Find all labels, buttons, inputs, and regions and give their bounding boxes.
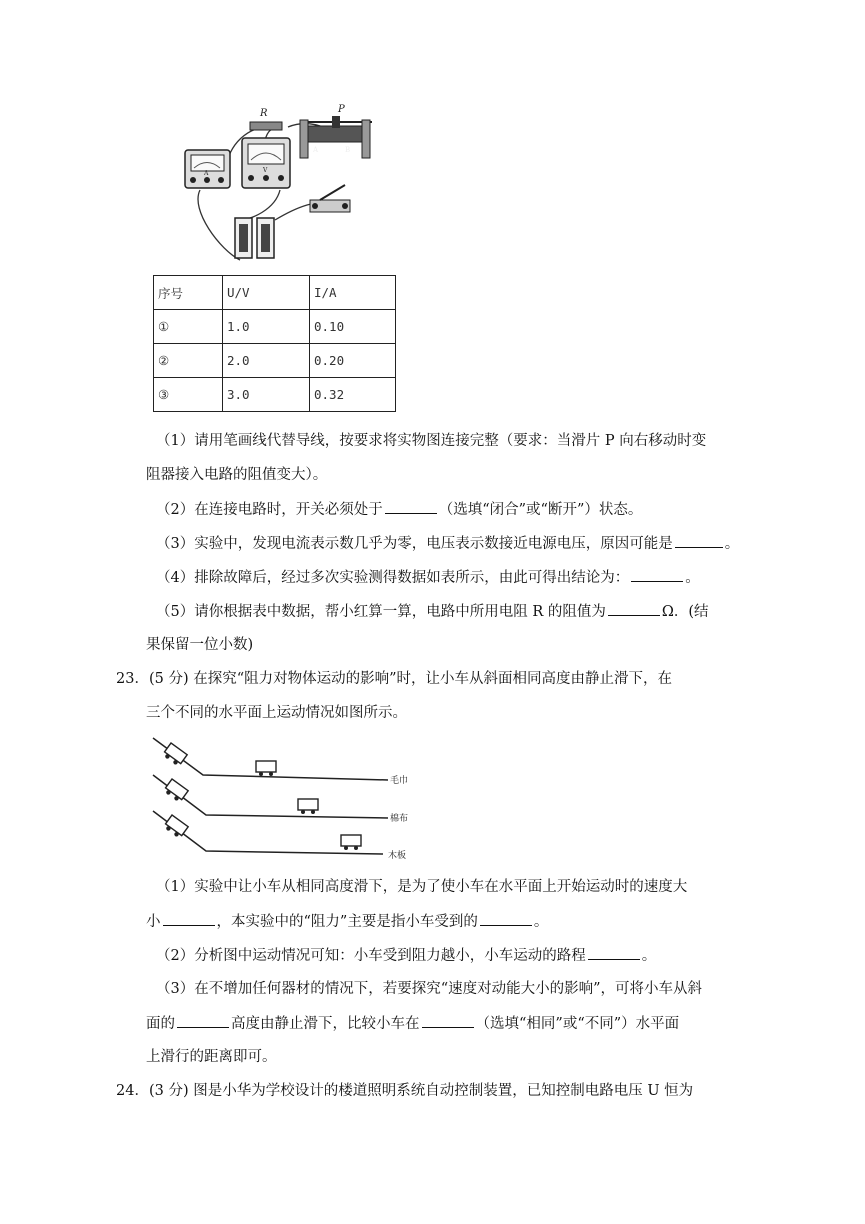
answer-blank[interactable] [177,1013,229,1028]
terminal-a-label: A [313,146,319,154]
battery-icon [235,218,274,258]
resistor-label: R [260,108,268,119]
surface-label-wood: 木板 [388,851,407,861]
q23-part3-text-c: （选填“相同”或“不同”）水平面 [475,1016,680,1032]
slider-label: P [338,104,345,115]
table-cell: 1.0 [223,310,310,344]
q23-stem-line2: 三个不同的水平面上运动情况如图所示。 [146,705,407,721]
circuit-figure [180,100,400,265]
q23-part1-text-c: 。 [533,914,549,930]
cart-icon [256,761,276,776]
table-row [154,344,396,378]
circuit-diagram [180,100,400,265]
answer-blank[interactable] [422,1013,474,1028]
answer-blank[interactable] [631,567,683,582]
table-header: U/V [223,276,310,310]
q23-stem-line1: 23．(5 分) 在探究“阻力对物体运动的影响”时，让小车从斜面相同高度由静止滑下，在 [116,671,673,687]
voltmeter-label: V [263,167,268,174]
ramp-diagram [148,733,418,863]
q23-part2-text-a: （2）分析图中运动情况可知：小车受到阻力越小，小车运动的路程 [156,948,586,964]
q23-part1-line2 [146,911,548,932]
q22-part2 [156,499,642,520]
q22-part1-line1: （1）请用笔画线代替导线，按要求将实物图连接完整（要求：当滑片 P 向右移动时变 [156,433,707,449]
q22-part5-line2: 果保留一位小数) [146,637,254,653]
q23-part3-text-b: 高度由静止滑下，比较小车在 [231,1016,420,1032]
ammeter-label: A [204,170,209,177]
q22-part1-line2: 阻器接入电路的阻值变大）。 [146,467,328,483]
table-cell: 0.10 [310,310,396,344]
q23-part2 [156,945,656,966]
q23-part1-text-a: 小 [146,914,161,930]
q23-part1-text-b: ，本实验中的“阻力”主要是指小车受到的 [216,914,478,930]
ramp-figure [148,733,418,863]
q22-part5-text-b: Ω．(结 [661,604,709,620]
q23-part3-line3: 上滑行的距离即可。 [146,1049,277,1065]
table-header: I/A [310,276,396,310]
q22-part4-text-b: 。 [685,570,700,586]
table-cell: 3.0 [223,378,310,412]
resistor-icon [250,122,282,130]
voltmeter-icon [242,138,290,188]
q22-part4 [156,567,700,588]
cart-icon [341,835,361,850]
q23-part3-text-a: 面的 [146,1016,175,1032]
table-cell: 0.32 [310,378,396,412]
q22-part2-text-a: （2）在连接电路时，开关必须处于 [156,502,383,518]
q22-part3-text-b: 。 [724,536,740,552]
table-header: 序号 [154,276,223,310]
q22-part2-text-b: （选填“闭合”或“断开”）状态。 [438,502,643,518]
table-cell: ② [154,344,223,378]
q24-stem-line1: 24．(3 分) 图是小华为学校设计的楼道照明系统自动控制装置，已知控制电路电压 U 恒为 [116,1083,694,1099]
q23-part2-text-b: 。 [641,948,657,964]
answer-blank[interactable] [675,533,723,548]
answer-blank[interactable] [588,945,640,960]
q22-part5-text-a: （5）请你根据表中数据，帮小红算一算，电路中所用电阻 R 的阻值为 [156,604,606,620]
table-cell: ③ [154,378,223,412]
table-cell: ① [154,310,223,344]
cart-icon [298,799,318,814]
terminal-b-label: B [345,146,351,154]
table-row [154,378,396,412]
table-cell: 0.20 [310,344,396,378]
answer-blank[interactable] [385,499,437,514]
table-cell: 2.0 [223,344,310,378]
data-table [153,275,396,412]
q23-part3-line2 [146,1013,679,1034]
rheostat-icon [300,116,372,158]
q22-part3 [156,533,739,554]
q22-part3-text-a: （3）实验中，发现电流表示数几乎为零，电压表示数接近电源电压，原因可能是 [156,536,673,552]
answer-blank[interactable] [163,911,215,926]
surface-label-cotton: 棉布 [390,814,409,824]
table-header-row [154,276,396,310]
answer-blank[interactable] [608,601,660,616]
q22-part4-text-a: （4）排除故障后，经过多次实验测得数据如表所示，由此可得出结论为： [156,570,630,586]
answer-blank[interactable] [480,911,532,926]
switch-icon [310,185,350,212]
q23-part1-line1: （1）实验中让小车从相同高度滑下，是为了使小车在水平面上开始运动时的速度大 [156,879,688,895]
q23-part3-line1: （3）在不增加任何器材的情况下，若要探究“速度对动能大小的影响”，可将小车从斜 [156,981,703,997]
ammeter-icon [185,150,230,188]
q22-part5 [156,601,709,622]
surface-label-towel: 毛巾 [390,776,409,786]
table-row [154,310,396,344]
